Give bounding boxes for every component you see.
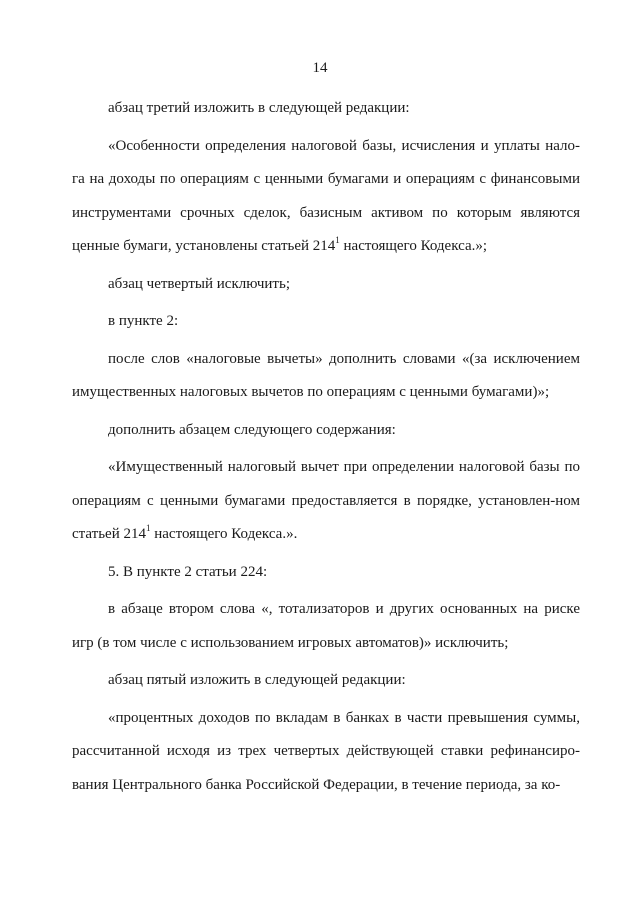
- paragraph-text: абзац пятый изложить в следующей редакции:: [108, 672, 406, 688]
- paragraph-text: абзац третий изложить в следующей редакции:: [108, 100, 410, 116]
- paragraph: [72, 268, 580, 302]
- paragraph: [72, 702, 580, 803]
- paragraph-text: после слов «налоговые вычеты» дополнить словами «(за исключением имущественных налоговых вычетов по операциям с ценными бумагами)»;: [72, 350, 580, 400]
- paragraph: [72, 343, 580, 410]
- paragraph-text: настоящего Кодекса.».: [150, 526, 298, 542]
- superscript: 1: [335, 235, 340, 245]
- paragraph-text: абзац четвертый исключить;: [108, 275, 290, 292]
- paragraph: [72, 451, 580, 552]
- page-number: 14: [312, 60, 328, 76]
- document-body: [72, 92, 580, 802]
- paragraph: [72, 414, 580, 448]
- paragraph-text: в пункте 2:: [108, 313, 179, 329]
- paragraph-text: дополнить абзацем следующего содержания:: [108, 421, 396, 438]
- paragraph: [72, 664, 580, 698]
- paragraph-text: «Имущественный налоговый вычет при определении налоговой базы по операциям с ценными бумагами предоставляется в порядке, установлен-ном статьей 214: [72, 459, 580, 542]
- paragraph: [72, 92, 580, 126]
- paragraph-text: настоящего Кодекса.»;: [339, 238, 488, 254]
- paragraph: [72, 130, 580, 264]
- paragraph: [72, 305, 580, 339]
- paragraph: [72, 593, 580, 660]
- paragraph-text: «Особенности определения налоговой базы, исчисления и уплаты нало-га на доходы по операциям с ценными бумагами и операциям с финансовыми инструментами срочных сделок, базисным активом по которым являются ценные бумаги, установлены статьей 214: [72, 137, 580, 254]
- paragraph-text: 5. В пункте 2 статьи 224:: [108, 563, 268, 580]
- paragraph-text: в абзаце втором слова «, тотализаторов и других основанных на риске игр (в том числе с использованием игровых автоматов)» исключить;: [72, 601, 580, 651]
- paragraph: [72, 556, 580, 590]
- superscript: 1: [146, 523, 151, 533]
- paragraph-text: «процентных доходов по вкладам в банках в части превышения суммы, рассчитанной исходя из трех четвертых действующей ставки рефинансиро-вания Центрального банка Российской Федерации, в течение периода, за ко-: [72, 709, 580, 793]
